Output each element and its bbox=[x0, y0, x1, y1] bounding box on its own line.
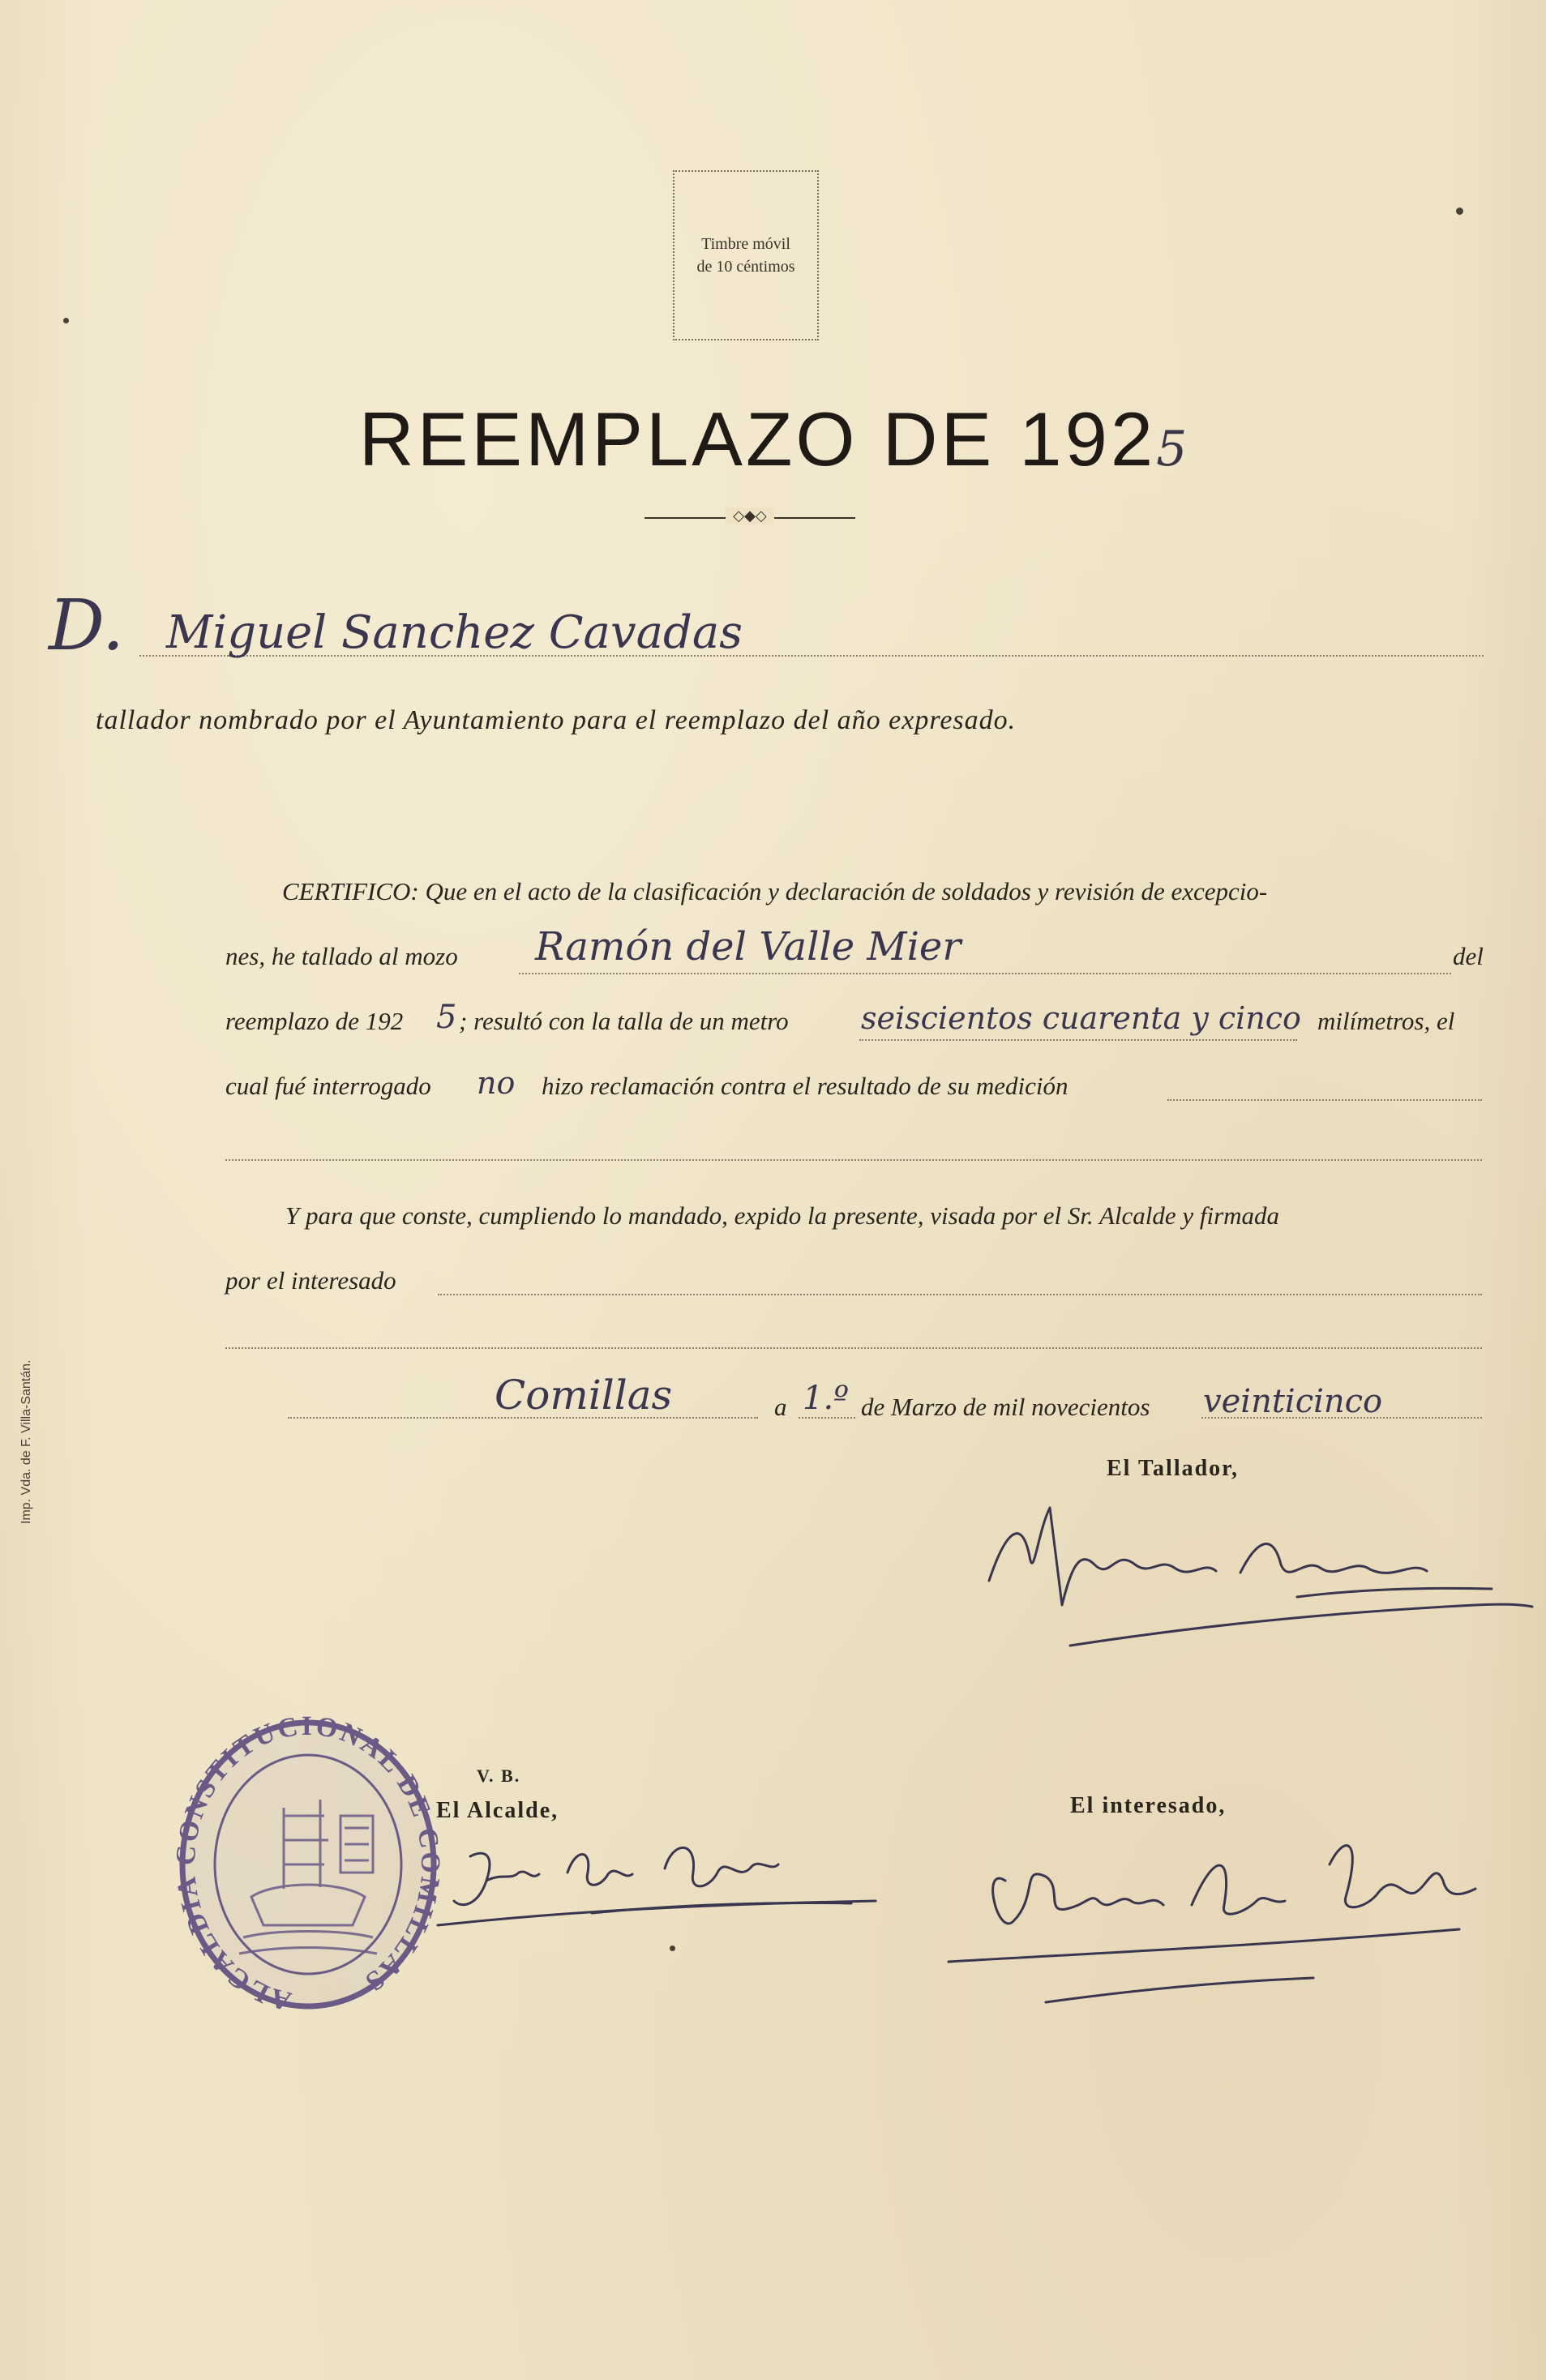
day-dotted-line bbox=[799, 1417, 855, 1419]
tallador-subtitle: tallador nombrado por el Ayuntamiento para el reemplazo del año expresado. bbox=[96, 705, 1017, 735]
stamp-placeholder-box bbox=[673, 170, 819, 340]
closing-line2: por el interesado bbox=[225, 1266, 396, 1295]
certifico-line3-suffix: milímetros, el bbox=[1317, 1007, 1455, 1035]
alcaldia-seal bbox=[162, 1694, 454, 2035]
title-printed: REEMPLAZO DE 192 bbox=[358, 396, 1157, 482]
place-handwritten: Comillas bbox=[495, 1372, 673, 1419]
printer-imprint: Imp. Vda. de F. Villa-Santán. bbox=[19, 1359, 33, 1524]
tallador-signature bbox=[973, 1483, 1540, 1662]
certifico-line4-suffix: hizo reclamación contra el resultado de su medición bbox=[542, 1072, 1068, 1100]
day-handwritten: 1.º bbox=[803, 1380, 849, 1417]
certifico-line3-prefix: reemplazo de 192 bbox=[225, 1007, 404, 1035]
stamp-box-line1: Timbre móvil bbox=[701, 235, 790, 253]
talla-handwritten: seiscientos cuarenta y cinco bbox=[861, 1000, 1301, 1036]
mozo-dotted-line bbox=[519, 973, 1451, 974]
alcalde-label: El Alcalde, bbox=[436, 1798, 559, 1823]
reemplazo-year-handwritten: 5 bbox=[436, 999, 457, 1036]
closing-dotted-fill bbox=[438, 1294, 1482, 1295]
interesado-signature bbox=[924, 1816, 1508, 2027]
interrogado-answer-handwritten: no bbox=[477, 1065, 516, 1101]
svg-text:Ramón del Valle: Ramón del Valle bbox=[1005, 1897, 1011, 1898]
date-middle: de Marzo de mil novecientos bbox=[861, 1393, 1150, 1421]
stamp-box-line2: de 10 céntimos bbox=[696, 258, 795, 276]
visto-bueno-label: V. B. bbox=[477, 1766, 521, 1786]
tallador-label: El Tallador, bbox=[1107, 1456, 1240, 1481]
blank-dotted-line-2 bbox=[225, 1347, 1482, 1349]
svg-text:ALCALDIA CONSTITUCIONAL DE COM: ALCALDIA CONSTITUCIONAL DE COMILLAS bbox=[170, 1710, 446, 2017]
ink-speck bbox=[63, 318, 69, 323]
certifico-line2-prefix: nes, he tallado al mozo bbox=[225, 942, 458, 970]
ink-speck bbox=[670, 1946, 675, 1951]
date-a-label: a bbox=[774, 1393, 787, 1421]
interesado-label: El interesado, bbox=[1070, 1793, 1227, 1818]
certifico-line1: CERTIFICO: Que en el acto de la clasificación y declaración de soldados y revisión de excepcio- bbox=[282, 877, 1268, 905]
prefix-d: D. bbox=[49, 585, 125, 666]
divider-ornament-icon: ◇◆◇ bbox=[726, 507, 774, 524]
mozo-name-handwritten: Ramón del Valle Mier bbox=[535, 924, 961, 970]
certifico-line3-middle: ; resultó con la talla de un metro bbox=[459, 1007, 789, 1035]
alcalde-signature bbox=[430, 1824, 884, 1937]
tallador-name-handwritten: Miguel Sanchez Cavadas bbox=[166, 606, 743, 659]
talla-dotted-line bbox=[859, 1039, 1297, 1041]
year-handwritten: veinticinco bbox=[1203, 1383, 1383, 1420]
svg-text:Miguel Sanchez: Miguel Sanchez bbox=[1078, 1560, 1086, 1561]
certifico-line4-prefix: cual fué interrogado bbox=[225, 1072, 431, 1100]
certifico-line2-suffix: del bbox=[1453, 942, 1484, 970]
title-handwritten-digit: 5 bbox=[1156, 421, 1188, 477]
document-title bbox=[0, 396, 1546, 483]
blank-dotted-line bbox=[225, 1159, 1482, 1161]
closing-line1: Y para que conste, cumpliendo lo mandado, expido la presente, visada por el Sr. Alcalde y firmada bbox=[285, 1201, 1280, 1230]
ink-speck bbox=[1456, 208, 1463, 215]
line4-dotted-fill bbox=[1167, 1099, 1482, 1101]
